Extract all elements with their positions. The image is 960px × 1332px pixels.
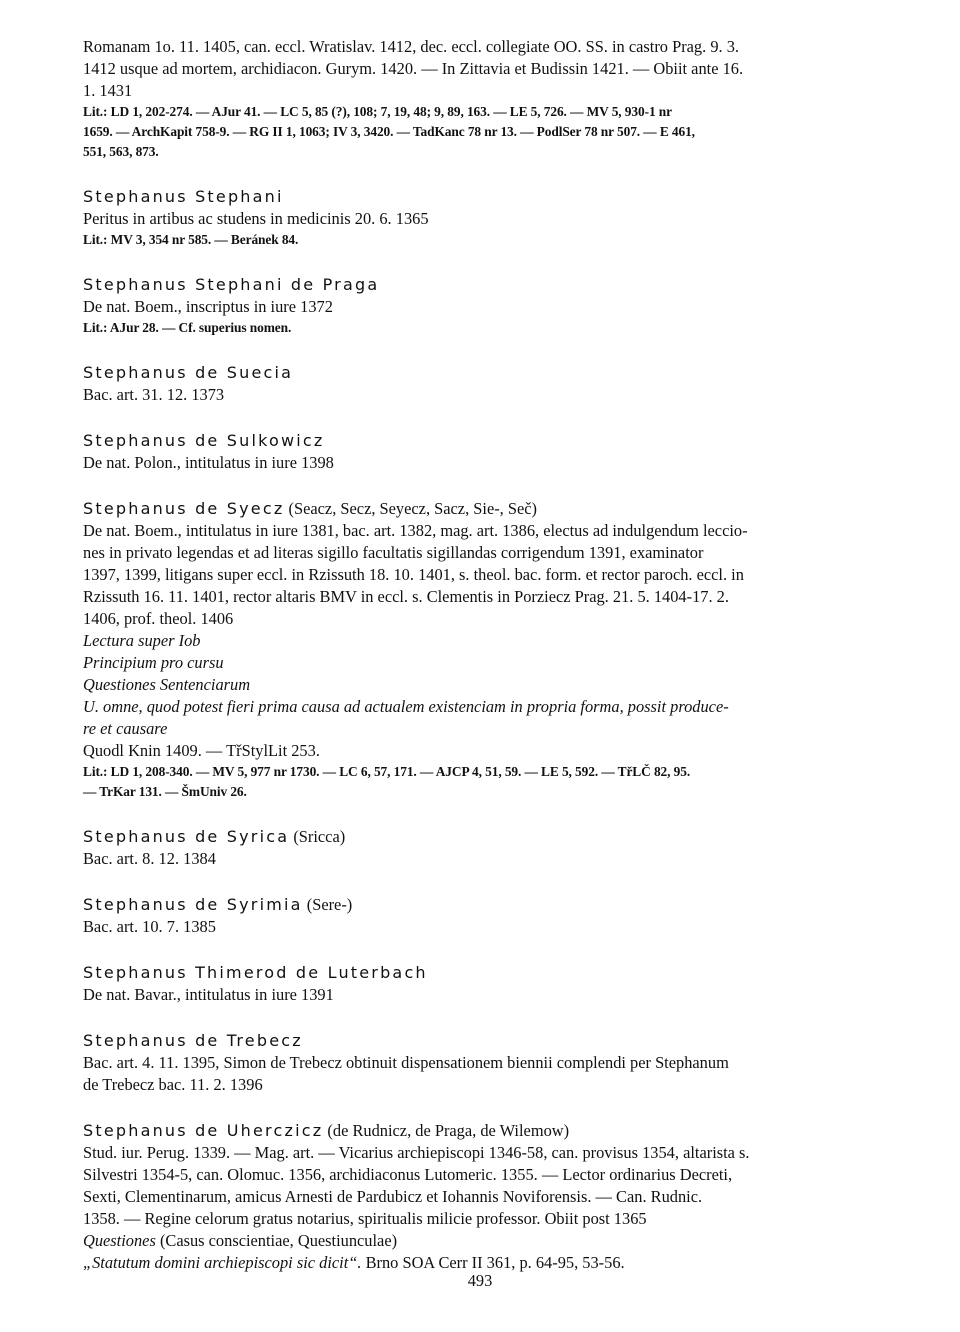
text-line: 1358. — Regine celorum gratus notarius, spiritualis milicie professor. Obiit post 1365 [83,1209,647,1228]
entry-name: Stephanus de Trebecz [83,1031,303,1050]
document-page [83,36,888,1274]
entry-name: Stephanus de Sulkowicz [83,431,325,450]
work-title: Questiones [83,1231,156,1250]
work-title: U. omne, quod potest fieri prima causa ad actualem existenciam in propria forma, possit produce- [83,697,729,716]
work-title: Lectura super Iob [83,631,201,650]
text-line: 1. 1431 [83,81,133,100]
text-line: Peritus in artibus ac studens in medicinis 20. 6. 1365 [83,209,429,228]
work-note: (Casus conscientiae, Questiunculae) [155,1231,398,1250]
entry [83,274,888,338]
text-line: Bac. art. 8. 12. 1384 [83,849,216,868]
entry-text [83,208,888,230]
lit-line: — TrKar 131. — ŠmUniv 26. [83,784,247,799]
text-line: De nat. Polon., intitulatus in iure 1398 [83,453,334,472]
name-variants: (Seacz, Secz, Seyecz, Sacz, Sie-, Seč) [284,499,538,518]
text-line: Bac. art. 4. 11. 1395, Simon de Trebecz obtinuit dispensationem biennii complendi per Stephanum [83,1053,729,1072]
lit-line: 1659. — ArchKapit 758-9. — RG II 1, 1063; IV 3, 3420. — TadKanc 78 nr 13. — PodlSer 78 nr 507. — E 461, [83,124,695,139]
work-title: re et causare [83,719,168,738]
entry [83,186,888,250]
work-title: Questiones Sentenciarum [83,675,251,694]
text-line: 1406, prof. theol. 1406 [83,609,234,628]
entry [83,1030,888,1096]
entry-text [83,452,888,474]
text-line: De nat. Boem., inscriptus in iure 1372 [83,297,333,316]
literature [83,102,888,162]
entry-continuation [83,36,888,162]
text-line: De nat. Boem., intitulatus in iure 1381, bac. art. 1382, mag. art. 1386, electus ad indulgendum leccio- [83,521,748,540]
text-line: De nat. Bavar., intitulatus in iure 1391 [83,985,334,1004]
work-title: „Statutum domini archiepiscopi sic dicit“. [83,1253,362,1272]
work-line [83,1230,888,1252]
entry [83,1120,888,1274]
entry-name: Stephanus de Syrica (Sricca) [83,827,346,846]
entry-text [83,848,888,870]
entry [83,498,888,802]
entry-name: Stephanus Stephani [83,187,284,206]
entry [83,430,888,474]
lit-line: Lit.: AJur 28. — Cf. superius nomen. [83,320,292,335]
entry [83,362,888,406]
text-line: Stud. iur. Perug. 1339. — Mag. art. — Vicarius archiepiscopi 1346-58, can. provisus 1354, altarista s. [83,1143,750,1162]
text-line: nes in privato legendas et ad literas sigillo facultatis sigillandas corrigendum 1391, examinator [83,543,704,562]
literature [83,230,888,250]
text-line: Romanam 1o. 11. 1405, can. eccl. Wratislav. 1412, dec. eccl. collegiate OO. SS. in castro Prag. 9. 3. [83,37,740,56]
text-line: Silvestri 1354-5, can. Olomuc. 1356, archidiaconus Lutomeric. 1355. — Lector ordinarius Decreti, [83,1165,733,1184]
work-note: Brno SOA Cerr II 361, p. 64-95, 53-56. [361,1253,625,1272]
text-line: Quodl Knin 1409. — TřStylLit 253. [83,741,320,760]
entry-name: Stephanus de Syrimia (Sere-) [83,895,353,914]
entry [83,962,888,1006]
entry-name: Stephanus Thimerod de Luterbach [83,963,428,982]
entry [83,826,888,870]
entry-name: Stephanus de Uherczicz (de Rudnicz, de Praga, de Wilemow) [83,1121,570,1140]
lit-line: Lit.: LD 1, 202-274. — AJur 41. — LC 5, 85 (?), 108; 7, 19, 48; 9, 89, 163. — LE 5, 726. — MV 5, 930-1 nr [83,104,672,119]
text-line: 1397, 1399, litigans super eccl. in Rzissuth 18. 10. 1401, s. theol. bac. form. et rector paroch. eccl. in [83,565,744,584]
page-number: 493 [467,1271,493,1290]
entry-text [83,384,888,406]
text-line: Bac. art. 31. 12. 1373 [83,385,225,404]
entry-name: Stephanus de Suecia [83,363,294,382]
entry-text [83,1142,888,1274]
lit-line: Lit.: LD 1, 208-340. — MV 5, 977 nr 1730. — LC 6, 57, 171. — AJCP 4, 51, 59. — LE 5, 592. — TřLČ 82, 95. [83,764,691,779]
name-variants: (Sere-) [302,895,353,914]
entry [83,894,888,938]
text-line: 1412 usque ad mortem, archidiacon. Gurym. 1420. — In Zittavia et Budissin 1421. — Obiit ante 16. [83,59,744,78]
entry-name: Stephanus de Syecz (Seacz, Secz, Seyecz, Sacz, Sie-, Seč) [83,499,538,518]
literature [83,318,888,338]
entry-text [83,296,888,318]
entry-text [83,1052,888,1096]
entry-text [83,36,888,102]
lit-line: 551, 563, 873. [83,144,159,159]
entry-text [83,984,888,1006]
text-line: Bac. art. 10. 7. 1385 [83,917,216,936]
entry-name: Stephanus Stephani de Praga [83,275,380,294]
text-line: Rzissuth 16. 11. 1401, rector altaris BMV in eccl. s. Clementis in Porziecz Prag. 21. 5. 1404-17. 2. [83,587,729,606]
literature [83,762,888,802]
name-variants: (Sricca) [289,827,346,846]
name-variants: (de Rudnicz, de Praga, de Wilemow) [323,1121,570,1140]
text-line: Sexti, Clementinarum, amicus Arnesti de Pardubicz et Iohannis Noviforensis. — Can. Rudnic. [83,1187,703,1206]
work-title: Principium pro cursu [83,653,224,672]
entry-text [83,916,888,938]
text-line: de Trebecz bac. 11. 2. 1396 [83,1075,263,1094]
lit-line: Lit.: MV 3, 354 nr 585. — Beránek 84. [83,232,299,247]
entry-text [83,520,888,762]
